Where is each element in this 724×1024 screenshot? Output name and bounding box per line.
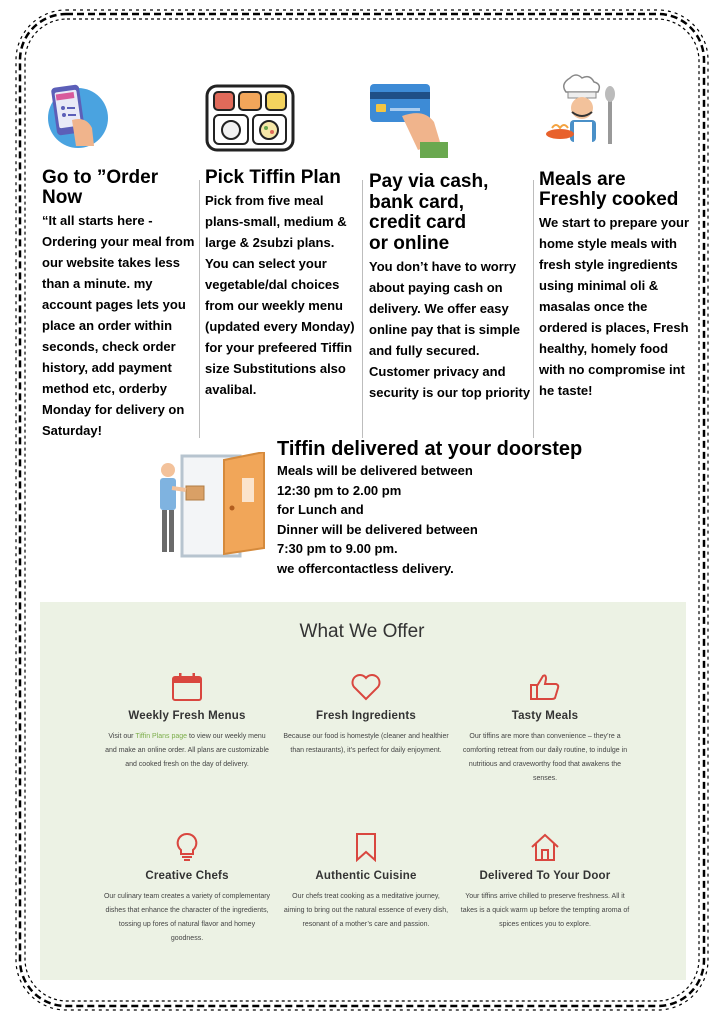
delivery-line: for Lunch and xyxy=(277,502,364,518)
step-body: “It all starts here - Ordering your meal from our website takes less than a minute. my account pages lets you place an order within seconds, check order history, add payment method etc, orderby Monday for delivery on Saturday! xyxy=(42,213,195,438)
offer-card-title: Delivered To Your Door xyxy=(479,870,611,882)
offer-card-text: Our culinary team creates a variety of complementary dishes that enhance the character of the ingredients, tossing up fores of natural flavor and homey goodness. xyxy=(103,893,271,942)
offer-card-text: Our chefs treat cooking as a meditative journey, aiming to bring out the natural essence of every dish, resonant of a mother’s care and passion. xyxy=(283,893,449,928)
offer-card xyxy=(460,832,630,932)
step-title: Meals are Freshly cooked xyxy=(539,169,679,210)
step-body: Pick from five meal plans-small, medium & large & 2subzi plans. You can select your vegetable/dal choices from our weekly menu (updated every Monday) for your prefeered Tiffin size Substitutions also avalibal. xyxy=(205,193,355,397)
offer-card-title: Weekly Fresh Menus xyxy=(128,710,246,722)
step-title: Pay via cash, bank card, credit card or online xyxy=(369,171,489,254)
offer-card-title: Creative Chefs xyxy=(145,870,229,882)
thumbs-up-icon xyxy=(529,672,561,702)
delivery-line: Dinner will be delivered between xyxy=(277,521,478,537)
offer-card-text: Your tiffins arrive chilled to preserve freshness. All it takes is a quick warm up before the tempting aroma of spices entices you to explore. xyxy=(460,893,630,928)
column-divider xyxy=(362,180,363,438)
offer-card xyxy=(102,672,272,772)
doorstep-delivery-icon xyxy=(152,452,270,558)
step-body: You don’t have to worry about paying cash on delivery. We offer easy online pay that is simple and fully secured. Customer privacy and security is our top priority xyxy=(369,259,531,400)
delivery-line: Meals will be delivered between xyxy=(277,463,473,478)
delivery-title: Tiffin delivered at your doorstep xyxy=(277,438,583,460)
offer-card-title: Authentic Cuisine xyxy=(315,870,417,882)
step-title: Go to ”Order Now xyxy=(42,167,159,208)
chef-icon xyxy=(542,72,624,154)
heart-icon xyxy=(350,672,382,702)
offer-card-title: Fresh Ingredients xyxy=(316,710,416,722)
phone-order-icon xyxy=(42,82,110,150)
bookmark-icon xyxy=(350,832,382,862)
offer-card-title: Tasty Meals xyxy=(511,710,579,722)
column-divider xyxy=(533,180,534,438)
tiffin-plans-link[interactable]: Tiffin Plans page xyxy=(135,733,188,740)
lightbulb-icon xyxy=(171,832,203,862)
offer-card xyxy=(102,832,272,946)
calendar-icon xyxy=(171,672,203,702)
tiffin-box-icon xyxy=(205,84,295,152)
column-divider xyxy=(199,180,200,438)
offer-card xyxy=(460,672,630,786)
delivery-line: we offercontactless delivery. xyxy=(277,560,454,576)
offer-card xyxy=(281,672,451,758)
offer-card xyxy=(281,832,451,932)
home-icon xyxy=(529,832,561,862)
offer-card-text: Visit our Tiffin Plans page to view our weekly menu and make an online order. All plans are customizable and cooked fresh on the day of delivery. xyxy=(105,733,269,768)
credit-card-icon xyxy=(368,82,450,160)
delivery-details xyxy=(277,461,478,579)
step-title: Pick Tiffin Plan xyxy=(205,167,341,188)
offer-card-text: Because our food is homestyle (cleaner and healthier than restaurants), it’s perfect for daily enjoyment. xyxy=(283,733,449,754)
delivery-line: 7:30 pm to 9.00 pm. xyxy=(277,541,398,557)
step-body: We start to prepare your home style meals with fresh style ingredients using minimal oli & masalas once the ordered is places, Fresh healthy, homely food with no compromise int he taste! xyxy=(539,215,690,398)
offer-title: What We Offer xyxy=(299,621,425,642)
delivery-line: 12:30 pm to 2.00 pm xyxy=(277,482,402,498)
offer-card-text: Our tiffins are more than convenience – they’re a comforting retreat from our daily routine, to indulge in nutritious and craveworthy food that awakens the senses. xyxy=(462,733,628,782)
